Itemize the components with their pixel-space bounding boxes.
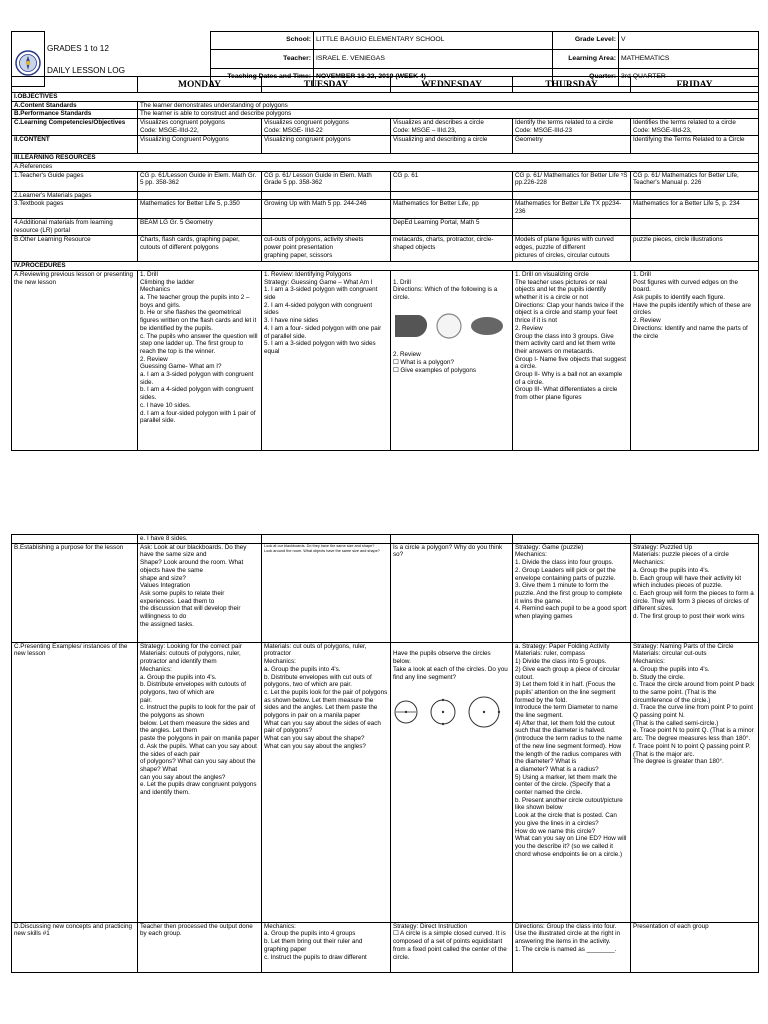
quarter-value: 3rd QUARTER — [619, 68, 759, 86]
cell — [12, 535, 138, 544]
row-label: 4.Additional materials from learning resource (LR) portal — [12, 219, 138, 236]
row-label: C.Learning Competencies/Objectives — [12, 119, 138, 136]
grade-value: V — [619, 32, 759, 50]
cell: Visualizing Congruent Polygons — [138, 136, 262, 154]
circle-with-radius-icon — [467, 695, 501, 729]
cell: Materials: cut outs of polygons, ruler, protractor Mechanics: a. Group the pupils into 4's. b. Distribute envelopes with cut outs of polygons, two of which are pair. c. Let the pupils look for the pair of polygons as shown below. Let them measure the sides and the angles. Let them paste the polygons in pair on a manila paper What can you say about the sides of each pair of polygons? What can you say about the shape? What can you say about the angles? — [262, 642, 391, 922]
observe-text: Have the pupils observe the circles below. Take a look at each of the circles. Do you find any line segment? — [393, 650, 508, 681]
cell: Identifying the Terms Related to a Circle — [631, 136, 759, 154]
title-line2: DAILY LESSON LOG — [47, 65, 125, 75]
day-monday: MONDAY — [138, 77, 262, 93]
cell: Mathematics for Better Life, pp — [391, 200, 513, 219]
day-friday: FRIDAY — [631, 77, 759, 93]
day-thursday: THURSDAY — [513, 77, 631, 93]
cell — [262, 191, 391, 200]
area-label: Learning Area: — [553, 50, 619, 68]
teacher-value: ISRAEL E. VENIEGAS — [314, 50, 553, 68]
dark-shape-icon — [393, 313, 429, 339]
cell: 1. Review: Identifying Polygons Strategy: Guessing Game – What Am I 1. I am a 3-sided polygon with congruent side 2. I am 4-sided polygon with congruent sides 3. I have nine sides 4. I am a four- sided polygon with one pair of parallel side. 5. I am a 3-sided polygon with two sides equal — [262, 270, 391, 450]
row-label: D.Discussing new concepts and practicing new skills #1 — [12, 922, 138, 972]
deped-seal-icon — [15, 50, 41, 76]
cell: Visualizing congruent polygons — [262, 136, 391, 154]
corner-cell — [12, 77, 138, 93]
quarter-label: Quarter: — [553, 68, 619, 86]
row-label: B.Other Learning Resource — [12, 236, 138, 262]
row-label: A.Content Standards — [12, 101, 138, 110]
cell: Mathematics for Better Life 5, p.350 — [138, 200, 262, 219]
dates-value: NOVEMBER 18-22, 2019 (WEEK 4) — [314, 68, 553, 86]
cell — [262, 219, 391, 236]
cell: Is a circle a polygon? Why do you think so? — [391, 543, 513, 642]
lesson-table-page2 — [11, 534, 758, 973]
cell: Mathematics for a Better Life 5, p. 234 — [631, 200, 759, 219]
cell: Identifies the terms related to a circle Code: MSGE-IIId-23, — [631, 119, 759, 136]
cell — [262, 535, 391, 544]
references-label: A.References — [12, 162, 759, 171]
day-tuesday: TUESDAY — [262, 77, 391, 93]
cell: Mechanics: a. Group the pupils into 4 groups b. Let them bring out their ruler and graphing paper c. Instruct the pupils to draw different — [262, 922, 391, 972]
drill-text: 1. Drill Directions: Which of the following is a circle. — [393, 278, 498, 302]
cell: Visualizes congruent polygons Code: MSGE-IIId-22, — [138, 119, 262, 136]
grade-label: Grade Level: — [553, 32, 619, 50]
row-label: 2.Learner's Materials pages — [12, 191, 138, 200]
drill-shapes — [393, 312, 510, 340]
cell: BEAM LG Gr. 5 Geometry — [138, 219, 262, 236]
cell — [513, 219, 631, 236]
cell: Presentation of each group — [631, 922, 759, 972]
cell: 1. Drill Climbing the ladder Mechanics a. The teacher group the pupils into 2 – boys and girls. b. He or she flashes the geometrical figures written on the flash cards and let it be identified by the pupils. c. The pupils who answer the question will step one ladder up. The first group to reach the top is the winner. 2. Review Guessing Game- What am I? a. I am a 3-sided polygon with congruent side. b. I am a 4-sided polygon with congruent sides. c. I have 10 sides. d. I am a four-sided polygon with 1 pair of parallel side. — [138, 270, 262, 450]
cell: cut-outs of polygons, activity sheets power point presentation graphing paper, scissors — [262, 236, 391, 262]
cell — [631, 191, 759, 200]
cell: Identify the terms related to a circle Code: MSGE-IIId-23 — [513, 119, 631, 136]
teacher-label: Teacher: — [211, 50, 314, 68]
cell: Strategy: Looking for the correct pair Materials: cutouts of polygons, ruler, protractor and identify them Mechanics: a. Group the pupils into 4's. b. Distribute envelopes with cutouts of polygons, two of which are pair. c. Instruct the pupils to look for the pair of the polygons as shown below. Let them measure the sides and the angles. Let them paste the polygons in pair on manila paper d. Ask the pupils. What can you say about the sides of each pair of polygons? What can you say about the shape? What can you say about the angles? e. Let the pupils draw congruent polygons and identify them. — [138, 642, 262, 922]
section-objectives: I.OBJECTIVES — [12, 93, 759, 102]
cell: 1. Drill on visualizing circle The teacher uses pictures or real objects and let the pupils identify whether it is a circle or not Directions: Clap your hands twice if the object is a circle and stamp your feet thrice if it is not 2. Review Group the class into 3 groups. Give them activity card and let them write their answers on metacards. Group I- Name five objects that suggest a circle. Group II- Why is a ball not an example of a circle. Group III- What differentiates a circle from other plane figures — [513, 270, 631, 450]
content-standards: The learner demonstrates understanding of polygons — [138, 101, 759, 110]
cell: Models of plane figures with curved edges, puzzle of different pictures of circles, circular cutouts — [513, 236, 631, 262]
cell: Strategy: Puzzled Up Materials: puzzle pieces of a circle Mechanics: a. Group the pupils into 4's. b. Each group will have their activity kit which includes pieces of puzzle. c. Each group will form the pieces to form a circle. They will form 3 pieces of circles of different sizes. d. The first group to post their work wins — [631, 543, 759, 642]
cell: CG p. 61/ Mathematics for Better Life, Teacher's Manual p. 226 — [631, 171, 759, 191]
oval-icon — [469, 315, 505, 337]
circle-icon — [435, 312, 463, 340]
circle-with-chord-icon — [429, 698, 457, 726]
day-wednesday: WEDNESDAY — [391, 77, 513, 93]
circle-examples — [393, 695, 510, 729]
row-label: II.CONTENT — [12, 136, 138, 154]
row-label: 1.Teacher's Guide pages — [12, 171, 138, 191]
cell: Teacher then processed the output done by each group. — [138, 922, 262, 972]
performance-standards: The learner is able to construct and describe polygons — [138, 110, 759, 119]
row-label: B.Establishing a purpose for the lesson — [12, 543, 138, 642]
cell: e. I have 8 sides. — [138, 535, 262, 544]
cell: metacards, charts, protractor, circle-shaped objects — [391, 236, 513, 262]
cell: CG p. 61/ Lesson Guide in Elem. Math Grade 5 pp. 358-362 — [262, 171, 391, 191]
cell: Visualizes and describes a circle Code: MSGE – IIId.23, — [391, 119, 513, 136]
row-label: B.Performance Standards — [12, 110, 138, 119]
cell — [391, 535, 513, 544]
cell: Look at our blackboards. Do they have the same size and shape? Look around the room. What objects have the same size and shape? — [262, 543, 391, 642]
cell — [138, 191, 262, 200]
school-value: LITTLE BAGUIO ELEMENTARY SCHOOL — [314, 32, 553, 50]
cell: Growing Up with Math 5 pp. 244-246 — [262, 200, 391, 219]
cell: Charts, flash cards, graphing paper, cutouts of different polygons — [138, 236, 262, 262]
dates-label: Teaching Dates and Time: — [211, 68, 314, 86]
cell — [631, 219, 759, 236]
title-line1: GRADES 1 to 12 — [47, 43, 109, 53]
cell: Geometry — [513, 136, 631, 154]
cell: Strategy: Game (puzzle) Mechanics: 1. Divide the class into four groups. 2. Group Leaders will pick or get the envelope containing parts of puzzle. 3. Give them 1 minute to form the puzzle. And the first group to complete it wins the game. 4. Remind each pupil to be a good sport when playing games — [513, 543, 631, 642]
cell: 1. Drill Post figures with curved edges on the board. Ask pupils to identify each figure. Have the pupils identify which of these are circles 2. Review Directions: Identify and name the parts of the circle — [631, 270, 759, 450]
row-label: 3.Textbook pages — [12, 200, 138, 219]
cell — [391, 270, 513, 450]
cell — [391, 191, 513, 200]
cell: CG p. 61/Lesson Guide in Elem. Math Gr. 5 pp. 358-362 — [138, 171, 262, 191]
cell: puzzle pieces, circle illustrations — [631, 236, 759, 262]
school-label: School: — [211, 32, 314, 50]
section-resources: III.LEARNING RESOURCES — [12, 154, 759, 163]
cell: CG p. 61 — [391, 171, 513, 191]
area-value: MATHEMATICS — [619, 50, 759, 68]
cell: Visualizes congruent polygons Code: MSGE- IIId-22 — [262, 119, 391, 136]
cell: DepEd Learning Portal, Math 5 — [391, 219, 513, 236]
cell: Visualizing and describing a circle — [391, 136, 513, 154]
cell: CG p. 61/ Mathematics for Better Life ⁵S pp.226-228 — [513, 171, 631, 191]
cell — [513, 191, 631, 200]
row-label: C.Presenting Examples/ instances of the new lesson — [12, 642, 138, 922]
section-procedures: IV.PROCEDURES — [12, 262, 759, 271]
cell — [513, 535, 631, 544]
cell: Mathematics for Better Life TX pp234-236 — [513, 200, 631, 219]
cell — [391, 642, 513, 922]
cell: Strategy: Naming Parts of the Circle Materials: circular cut-outs Mechanics: a. Group the pupils into 4's. b. Study the circle. c. Trace the circle around from point P back to the same point. (That is the circumference of the circle.) d. Trace the curve line from point P to point Q passing point N. (That is the called semi-circle.) e. Trace point N to point Q. (That is a minor arc. The degree measures less than 180°. f. Trace point N to point Q passing point P. (That is the major arc. The degree is greater than 180°. — [631, 642, 759, 922]
row-label: A.Reviewing previous lesson or presenting the new lesson — [12, 270, 138, 450]
cell: Ask: Look at our blackboards. Do they have the same size and Shape? Look around the room. What objects have the same shape and size? Values Integration Ask some pupils to relate their experiences. Lead them to the discussion that will develop their willingness to do the assigned tasks. — [138, 543, 262, 642]
cell: Directions: Group the class into four. Use the illustrated circle at the right in answering the items in the activity. 1. The circle is named as ________. — [513, 922, 631, 972]
cell: a. Strategy: Paper Folding Activity Materials: ruler, compass 1) Divide the class into 5 groups. 2) Give each group a piece of circular cutout. 3) Let them fold it in half. (Focus the pupils' attention on the line segment formed by the fold. Introduce the term Diameter to name the line segment. 4) After that, let them fold the cutout such that the diameter is halved. (Introduce the term radius to the name of the new line segment formed). How the length of the radius compares with the diameter? What is a diameter? What is a radius? 5) Using a marker, let them mark the center of the circle. (Specify that a center named the circle. b. Present another circle cutout/picture like shown below Look at the circle that is posted. Can you give the lines in a circles? How do we name this circle? What can you say on Line ED? How will you the describe it? (so we called it chord whose endpoints lie on a circle.) — [513, 642, 631, 922]
lesson-table-page1 — [11, 76, 758, 451]
cell — [631, 535, 759, 544]
cell: Strategy: Direct Instruction ☐ A circle is a simple closed curved. It is composed of a set of points equidistant from a fixed point called the center of the circle. — [391, 922, 513, 972]
drill-review: 2. Review ☐ What is a polygon? ☐ Give examples of polygons — [393, 351, 476, 374]
circle-with-segment-icon — [393, 699, 419, 725]
